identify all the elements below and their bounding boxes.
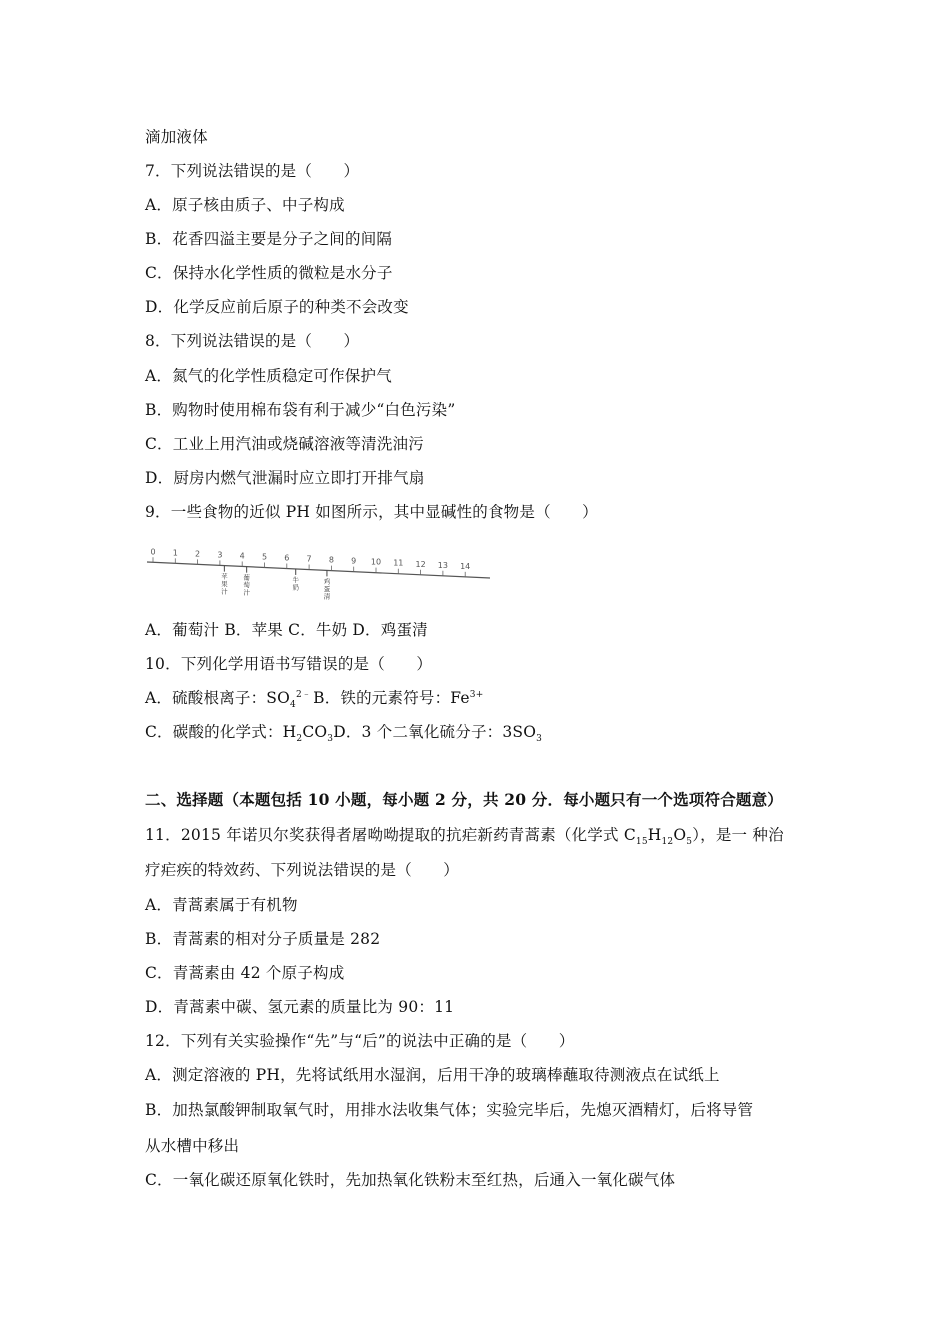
question-10-options-ab xyxy=(145,688,484,711)
question-11-option-c: C．青蒿素由 42 个原子构成 xyxy=(145,964,345,982)
formula-subscript: 3 xyxy=(327,734,334,745)
ph-tick-label: 0 xyxy=(150,547,156,557)
option-a-text: A．硫酸根离子：SO xyxy=(145,689,291,707)
question-8-option-d: D．厨房内燃气泄漏时应立即打开排气扇 xyxy=(145,469,425,487)
ph-food-labels xyxy=(221,566,331,601)
ph-food-label: 葡萄汁 xyxy=(243,573,250,597)
ph-tick-label: 5 xyxy=(261,552,268,562)
formula-superscript: 2﹣ xyxy=(295,689,312,700)
formula-text: CO xyxy=(302,723,328,741)
question-12: 12．下列有关实验操作“先”与“后”的说法中正确的是（ ） xyxy=(145,1032,575,1050)
question-10: 10．下列化学用语书写错误的是（ ） xyxy=(145,655,433,673)
question-12-option-c: C．一氧化碳还原氧化铁时，先加热氧化铁粉末至红热，后通入一氧化碳气体 xyxy=(145,1171,676,1189)
ph-tick-label: 14 xyxy=(460,561,471,571)
question-8-option-b: B．购物时使用棉布袋有利于减少“白色污染” xyxy=(145,401,456,419)
question-7-option-a: A．原子核由质子、中子构成 xyxy=(145,196,345,214)
question-11-text-end: ），是一 种治 xyxy=(692,826,784,844)
formula-subscript: 3 xyxy=(536,734,543,745)
formula-subscript: 12 xyxy=(661,837,674,848)
ph-scale-figure xyxy=(145,540,495,602)
formula-text: O xyxy=(673,826,687,844)
ph-tick-label: 2 xyxy=(195,549,201,559)
ph-tick-label: 10 xyxy=(370,557,382,567)
ph-food-label: 鸡蛋清 xyxy=(323,577,331,601)
ph-tick-label: 6 xyxy=(284,553,290,563)
ph-food-label: 苹果汁 xyxy=(221,572,228,596)
question-12-option-b-continued: 从水槽中移出 xyxy=(145,1137,240,1155)
question-12-option-a: A．测定溶液的 PH，先将试纸用水湿润，后用干净的玻璃棒蘸取待测液点在试纸上 xyxy=(145,1066,720,1084)
option-c-text: C．碳酸的化学式：H xyxy=(145,723,297,741)
question-11-text: 11．2015 年诺贝尔奖获得者屠呦呦提取的抗疟新药青蒿素（化学式 C xyxy=(145,826,636,844)
section-2-heading: 二、选择题（本题包括 10 小题，每小题 2 分，共 20 分．每小题只有一个选项符合题意） xyxy=(145,790,784,809)
formula-superscript: 3+ xyxy=(469,689,484,700)
ph-tick-label: 1 xyxy=(172,548,178,558)
question-7-option-d: D．化学反应前后原子的种类不会改变 xyxy=(145,298,409,316)
question-9: 9．一些食物的近似 PH 如图所示，其中显碱性的食物是（ ） xyxy=(145,503,598,521)
question-8-option-c: C．工业上用汽油或烧碱溶液等清洗油污 xyxy=(145,435,424,453)
ph-tick-label: 7 xyxy=(306,554,312,564)
ph-tick-label: 8 xyxy=(328,555,334,565)
option-b-text: B．铁的元素符号：Fe xyxy=(313,689,470,707)
formula-subscript: 15 xyxy=(635,837,648,848)
question-8: 8．下列说法错误的是（ ） xyxy=(145,332,360,350)
formula-subscript: 5 xyxy=(686,837,693,848)
formula-text: H xyxy=(647,826,662,844)
formula-subscript: 4 xyxy=(290,700,296,711)
question-8-option-a: A．氮气的化学性质稳定可作保护气 xyxy=(145,367,392,385)
question-11-continued: 疗疟疾的特效药、下列说法错误的是（ ） xyxy=(145,861,460,879)
question-10-options-cd xyxy=(145,722,543,745)
option-d-text: D．3 个二氧化硫分子：3SO xyxy=(333,723,537,741)
question-12-option-b: B．加热氯酸钾制取氧气时，用排水法收集气体；实验完毕后，先熄灭酒精灯，后将导管 xyxy=(145,1101,754,1119)
question-7-option-b: B．花香四溢主要是分子之间的间隔 xyxy=(145,230,393,248)
question-7-option-c: C．保持水化学性质的微粒是水分子 xyxy=(145,264,393,282)
ph-tick-label: 9 xyxy=(351,556,357,566)
question-11-option-b: B．青蒿素的相对分子质量是 282 xyxy=(145,930,381,948)
ph-tick-label: 12 xyxy=(415,559,426,569)
question-11 xyxy=(145,825,784,848)
ph-tick-group xyxy=(150,547,470,577)
question-11-option-d: D．青蒿素中碳、氢元素的质量比为 90：11 xyxy=(145,998,455,1016)
question-9-options: A．葡萄汁 B．苹果 C．牛奶 D．鸡蛋清 xyxy=(145,621,428,639)
question-11-option-a: A．青蒿素属于有机物 xyxy=(145,896,298,914)
ph-tick-label: 13 xyxy=(437,560,448,570)
ph-tick-label: 4 xyxy=(239,551,245,561)
ph-tick-label: 11 xyxy=(393,558,404,568)
formula-subscript: 2 xyxy=(296,734,303,745)
ph-food-label: 牛奶 xyxy=(292,575,299,592)
text-line: 滴加液体 xyxy=(145,128,208,146)
question-7: 7．下列说法错误的是（ ） xyxy=(145,162,360,180)
ph-tick-label: 3 xyxy=(217,550,223,560)
